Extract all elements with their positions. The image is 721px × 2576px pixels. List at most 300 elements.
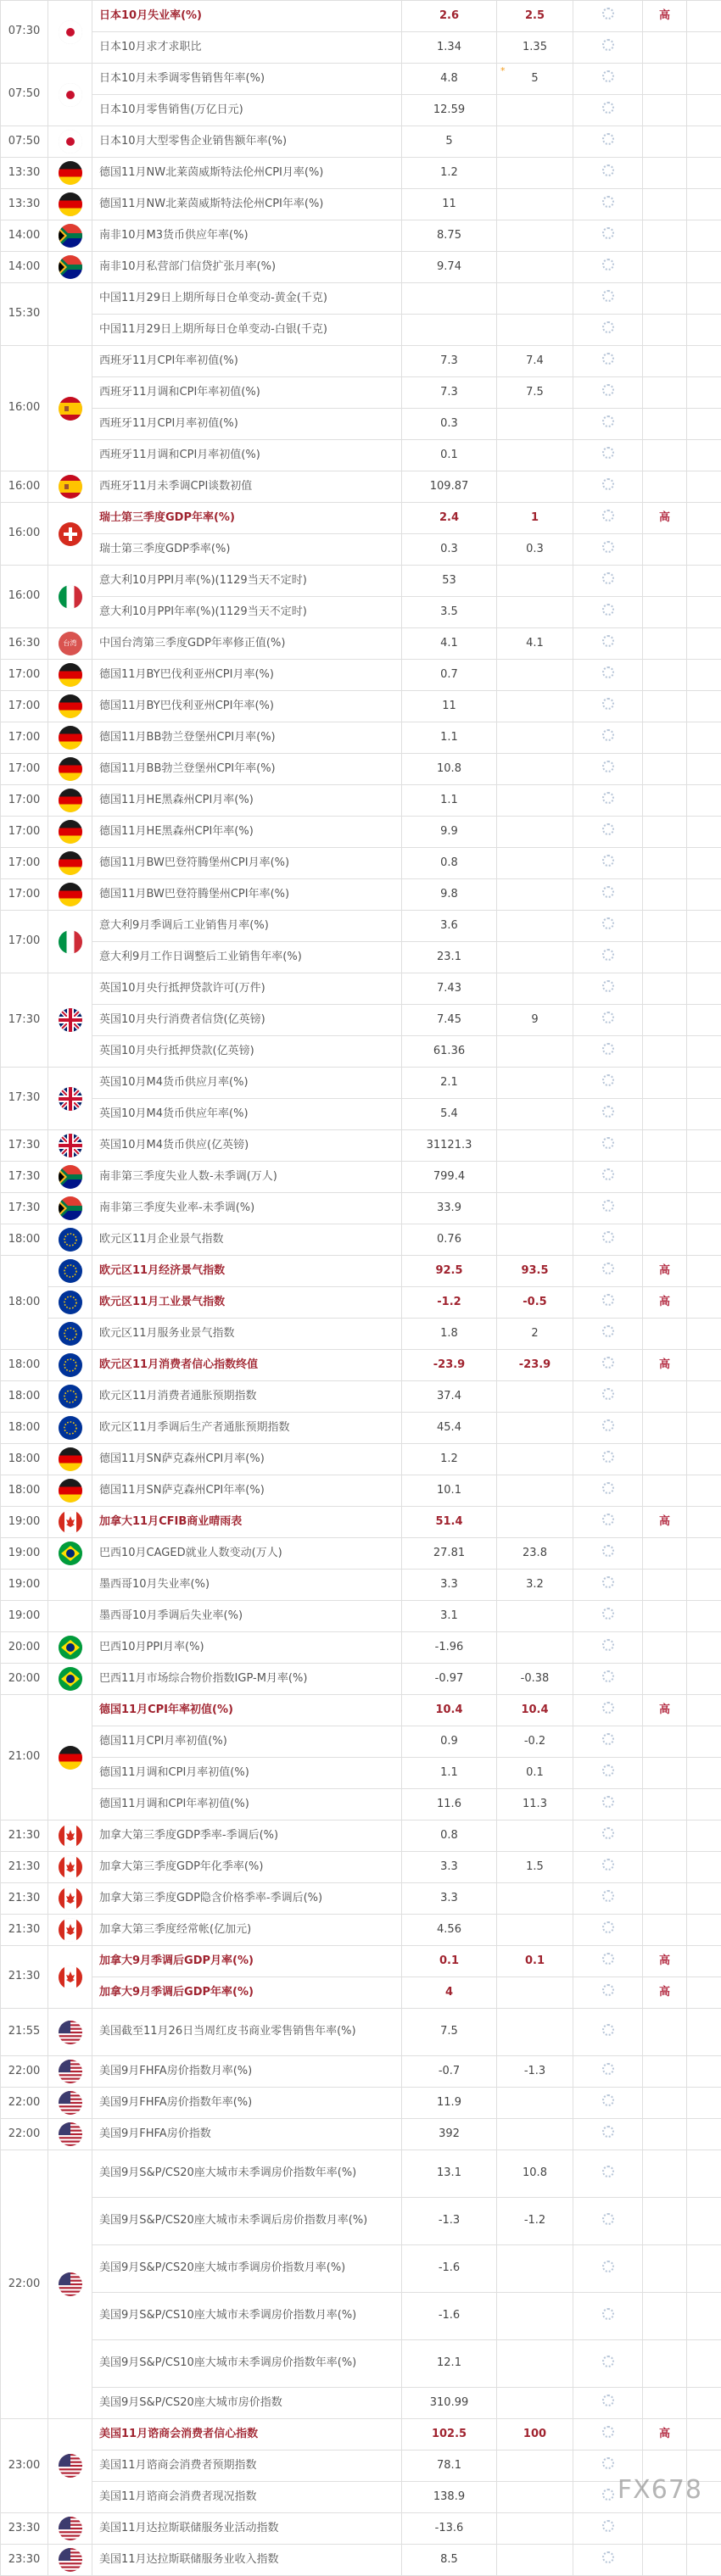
forecast-value xyxy=(497,1068,573,1099)
event-name[interactable]: 南非10月私营部门信贷扩张月率(%) xyxy=(92,252,402,283)
previous-value: 45.4 xyxy=(402,1413,497,1444)
actual-value-cell xyxy=(573,2088,643,2119)
event-name[interactable]: 欧元区11月季调后生产者通胀预期指数 xyxy=(92,1413,402,1444)
event-name[interactable]: 巴西10月CAGED就业人数变动(万人) xyxy=(92,1538,402,1570)
flag-cell xyxy=(48,1601,92,1632)
event-row xyxy=(1,126,721,158)
forecast-value xyxy=(497,1224,573,1256)
loading-icon xyxy=(602,1984,614,1996)
event-name[interactable]: 英国10月央行抵押贷款(亿英镑) xyxy=(92,1036,402,1068)
flag-eu-icon xyxy=(59,1322,82,1346)
importance-badge: 高 xyxy=(643,1977,687,2009)
event-name[interactable]: 德国11月SN萨克森州CPI月率(%) xyxy=(92,1444,402,1475)
event-name[interactable]: 英国10月M4货币供应(亿英镑) xyxy=(92,1130,402,1162)
loading-icon xyxy=(602,2551,614,2563)
extra-cell xyxy=(687,1036,721,1068)
forecast-value xyxy=(497,1475,573,1507)
event-name[interactable]: 西班牙11月CPI月率初值(%) xyxy=(92,409,402,440)
forecast-value xyxy=(497,1319,573,1350)
extra-cell xyxy=(687,503,721,534)
event-name[interactable]: 日本10月零售销售(万亿日元) xyxy=(92,95,402,126)
event-name[interactable]: 瑞士第三季度GDP年率(%) xyxy=(92,503,402,534)
actual-value-cell xyxy=(573,2245,643,2293)
loading-icon xyxy=(602,164,614,176)
event-name[interactable]: 加拿大第三季度经常帐(亿加元) xyxy=(92,1915,402,1946)
actual-value-cell xyxy=(573,1099,643,1130)
event-name[interactable]: 意大利9月工作日调整后工业销售年率(%) xyxy=(92,942,402,973)
actual-value-cell xyxy=(573,252,643,283)
event-time: 17:00 xyxy=(1,879,48,911)
event-name[interactable]: 加拿大第三季度GDP季率-季调后(%) xyxy=(92,1820,402,1852)
loading-icon xyxy=(602,1890,614,1902)
event-name[interactable]: 美国9月S&P/CS20座大城市季调房价指数月率(%) xyxy=(92,2245,402,2293)
country-flag-cell xyxy=(48,1695,92,1820)
country-flag-cell xyxy=(48,1664,92,1695)
flag-us-icon xyxy=(59,2091,82,2115)
importance-badge xyxy=(643,220,687,252)
event-name[interactable]: 美国9月FHFA房价指数 xyxy=(92,2119,402,2150)
event-row xyxy=(1,283,721,315)
event-name[interactable]: 德国11月HE黑森州CPI月率(%) xyxy=(92,785,402,817)
event-row xyxy=(1,252,721,283)
event-name[interactable]: 西班牙11月调和CPI年率初值(%) xyxy=(92,377,402,409)
event-name[interactable]: 德国11月NW北莱茵威斯特法伦州CPI月率(%) xyxy=(92,158,402,189)
event-name[interactable]: 日本10月大型零售企业销售额年率(%) xyxy=(92,126,402,158)
country-flag-cell xyxy=(48,126,92,158)
extra-cell xyxy=(687,126,721,158)
country-flag-cell xyxy=(48,1507,92,1538)
flag-de-icon xyxy=(59,1746,82,1770)
country-flag-cell xyxy=(48,2150,92,2419)
forecast-value xyxy=(497,2545,573,2576)
actual-value-cell xyxy=(573,1820,643,1852)
flag-de-icon xyxy=(59,851,82,875)
extra-cell xyxy=(687,158,721,189)
event-name[interactable]: 日本10月未季调零售销售年率(%) xyxy=(92,64,402,95)
loading-icon xyxy=(602,1419,614,1431)
forecast-value xyxy=(497,2293,573,2340)
actual-value-cell xyxy=(573,220,643,252)
previous-value: 7.43 xyxy=(402,973,497,1005)
country-flag-cell xyxy=(48,1538,92,1570)
event-name[interactable]: 德国11月BW巴登符腾堡州CPI年率(%) xyxy=(92,879,402,911)
previous-value: 109.87 xyxy=(402,471,497,503)
event-name[interactable]: 日本10月求才求职比 xyxy=(92,32,402,64)
flag-br-icon xyxy=(59,1667,82,1691)
importance-badge xyxy=(643,2545,687,2576)
actual-value-cell xyxy=(573,1475,643,1507)
event-name[interactable]: 南非第三季度失业率-未季调(%) xyxy=(92,1193,402,1224)
extra-cell xyxy=(687,2388,721,2419)
event-row xyxy=(1,346,721,377)
country-flag-cell xyxy=(48,189,92,220)
country-flag-cell xyxy=(48,346,92,471)
forecast-value xyxy=(497,220,573,252)
event-name[interactable]: 中国台湾第三季度GDP年率修正值(%) xyxy=(92,628,402,660)
event-row xyxy=(1,1883,721,1915)
loading-icon xyxy=(602,2261,614,2272)
forecast-text: -1.2 xyxy=(524,2214,545,2227)
event-name[interactable]: 美国截至11月26日当周红皮书商业零售销售年率(%) xyxy=(92,2009,402,2056)
country-flag-cell xyxy=(48,754,92,785)
event-time: 16:00 xyxy=(1,566,48,628)
loading-icon xyxy=(602,2213,614,2225)
loading-icon xyxy=(602,2126,614,2138)
event-name[interactable]: 日本10月失业率(%) xyxy=(92,1,402,32)
event-name[interactable]: 欧元区11月企业景气指数 xyxy=(92,1224,402,1256)
country-flag-cell xyxy=(48,2545,92,2576)
event-name[interactable]: 美国9月S&P/CS20座大城市房价指数 xyxy=(92,2388,402,2419)
previous-value: 0.9 xyxy=(402,1726,497,1758)
event-name[interactable]: 中国11月29日上期所每日仓单变动-黄金(千克) xyxy=(92,283,402,315)
event-name[interactable]: 墨西哥10月失业率(%) xyxy=(92,1570,402,1601)
event-name[interactable]: 西班牙11月CPI年率初值(%) xyxy=(92,346,402,377)
importance-badge xyxy=(643,1475,687,1507)
actual-value-cell xyxy=(573,1977,643,2009)
loading-icon xyxy=(602,604,614,616)
forecast-value xyxy=(497,628,573,660)
previous-value: 0.76 xyxy=(402,1224,497,1256)
previous-value: 4.8 xyxy=(402,64,497,95)
extra-cell xyxy=(687,691,721,722)
event-time: 17:30 xyxy=(1,973,48,1068)
forecast-value xyxy=(497,2388,573,2419)
country-flag-cell xyxy=(48,1381,92,1413)
extra-cell xyxy=(687,2150,721,2198)
event-time: 13:30 xyxy=(1,189,48,220)
importance-badge xyxy=(643,911,687,942)
event-name[interactable]: 意大利10月PPI月率(%)(1129当天不定时) xyxy=(92,566,402,597)
importance-badge xyxy=(643,1726,687,1758)
event-row xyxy=(1,1664,721,1695)
previous-value: 0.3 xyxy=(402,534,497,566)
forecast-value xyxy=(497,1632,573,1664)
actual-value-cell xyxy=(573,158,643,189)
event-name[interactable]: 欧元区11月服务业景气指数 xyxy=(92,1319,402,1350)
extra-cell xyxy=(687,1130,721,1162)
actual-value-cell xyxy=(573,660,643,691)
forecast-value xyxy=(497,1256,573,1287)
event-name[interactable]: 德国11月调和CPI月率初值(%) xyxy=(92,1758,402,1789)
event-row xyxy=(1,2340,721,2388)
country-flag-cell xyxy=(48,1193,92,1224)
event-name[interactable]: 巴西11月市场综合物价指数IGP-M月率(%) xyxy=(92,1664,402,1695)
extra-cell xyxy=(687,1570,721,1601)
country-flag-cell xyxy=(48,503,92,566)
flag-eu-icon xyxy=(59,1353,82,1377)
loading-icon xyxy=(602,541,614,553)
flag-eu-icon xyxy=(59,1385,82,1408)
event-name[interactable]: 德国11月CPI月率初值(%) xyxy=(92,1726,402,1758)
loading-icon xyxy=(602,2395,614,2406)
event-name[interactable]: 加拿大第三季度GDP年化季率(%) xyxy=(92,1852,402,1883)
previous-value: 0.1 xyxy=(402,1946,497,1977)
previous-value: 12.59 xyxy=(402,95,497,126)
event-name[interactable]: 巴西10月PPI月率(%) xyxy=(92,1632,402,1664)
importance-badge xyxy=(643,2388,687,2419)
event-name[interactable]: 德国11月CPI年率初值(%) xyxy=(92,1695,402,1726)
actual-value-cell xyxy=(573,126,643,158)
actual-value-cell xyxy=(573,1444,643,1475)
event-name[interactable]: 加拿大第三季度GDP隐含价格季率-季调后(%) xyxy=(92,1883,402,1915)
loading-icon xyxy=(602,1168,614,1180)
loading-icon xyxy=(602,1388,614,1400)
event-name[interactable]: 美国11月谘商会消费者信心指数 xyxy=(92,2419,402,2451)
forecast-value xyxy=(497,691,573,722)
event-name[interactable]: 欧元区11月消费者信心指数终值 xyxy=(92,1350,402,1381)
forecast-value xyxy=(497,1036,573,1068)
actual-value-cell xyxy=(573,1507,643,1538)
forecast-value xyxy=(497,1570,573,1601)
event-name[interactable]: 加拿大11月CFIB商业晴雨表 xyxy=(92,1507,402,1538)
importance-badge xyxy=(643,942,687,973)
event-name[interactable]: 美国9月S&P/CS20座大城市未季调后房价指数月率(%) xyxy=(92,2198,402,2245)
event-row xyxy=(1,1099,721,1130)
event-row xyxy=(1,973,721,1005)
previous-value: 1.8 xyxy=(402,1319,497,1350)
event-row xyxy=(1,377,721,409)
country-flag-cell xyxy=(48,471,92,503)
importance-badge xyxy=(643,1601,687,1632)
event-name[interactable]: 德国11月SN萨克森州CPI年率(%) xyxy=(92,1475,402,1507)
actual-value-cell xyxy=(573,2340,643,2388)
previous-value: 9.74 xyxy=(402,252,497,283)
event-row xyxy=(1,1193,721,1224)
importance-badge xyxy=(643,189,687,220)
event-name[interactable]: 德国11月BB勃兰登堡州CPI年率(%) xyxy=(92,754,402,785)
event-name[interactable]: 德国11月调和CPI年率初值(%) xyxy=(92,1789,402,1820)
event-name[interactable]: 西班牙11月调和CPI月率初值(%) xyxy=(92,440,402,471)
flag-es-icon xyxy=(59,397,82,421)
actual-value-cell xyxy=(573,722,643,754)
event-name[interactable]: 德国11月HE黑森州CPI年率(%) xyxy=(92,817,402,848)
importance-badge xyxy=(643,1319,687,1350)
extra-cell xyxy=(687,1256,721,1287)
previous-value: 4.56 xyxy=(402,1915,497,1946)
event-row xyxy=(1,409,721,440)
loading-icon xyxy=(602,823,614,835)
previous-value xyxy=(402,283,497,315)
actual-value-cell xyxy=(573,597,643,628)
importance-badge xyxy=(643,973,687,1005)
event-row xyxy=(1,158,721,189)
country-flag-cell xyxy=(48,1883,92,1915)
event-row xyxy=(1,503,721,534)
forecast-value xyxy=(497,1664,573,1695)
previous-value: -23.9 xyxy=(402,1350,497,1381)
event-name[interactable]: 南非第三季度失业人数-未季调(万人) xyxy=(92,1162,402,1193)
event-name[interactable]: 美国9月S&P/CS10座大城市未季调房价指数月率(%) xyxy=(92,2293,402,2340)
event-name[interactable]: 美国9月FHFA房价指数年率(%) xyxy=(92,2088,402,2119)
country-flag-cell xyxy=(48,2419,92,2513)
event-time: 16:30 xyxy=(1,628,48,660)
loading-icon xyxy=(602,1514,614,1525)
importance-badge xyxy=(643,2150,687,2198)
event-row xyxy=(1,2451,721,2482)
forecast-value xyxy=(497,1695,573,1726)
forecast-value xyxy=(497,1977,573,2009)
importance-badge: 高 xyxy=(643,503,687,534)
event-name[interactable]: 加拿大9月季调后GDP月率(%) xyxy=(92,1946,402,1977)
event-name[interactable]: 美国11月谘商会消费者现况指数 xyxy=(92,2482,402,2513)
event-row xyxy=(1,1068,721,1099)
actual-value-cell xyxy=(573,1130,643,1162)
event-name[interactable]: 德国11月BB勃兰登堡州CPI月率(%) xyxy=(92,722,402,754)
forecast-value xyxy=(497,32,573,64)
actual-value-cell xyxy=(573,785,643,817)
event-row xyxy=(1,2545,721,2576)
previous-value: 1.1 xyxy=(402,722,497,754)
flag-ca-icon xyxy=(59,1824,82,1848)
event-row xyxy=(1,1130,721,1162)
previous-value: 2.1 xyxy=(402,1068,497,1099)
event-time: 21:55 xyxy=(1,2009,48,2056)
importance-badge: 高 xyxy=(643,1695,687,1726)
event-name[interactable]: 瑞士第三季度GDP季率(%) xyxy=(92,534,402,566)
event-name[interactable]: 欧元区11月经济景气指数 xyxy=(92,1256,402,1287)
forecast-text: 0.1 xyxy=(525,1954,545,1967)
event-time: 17:30 xyxy=(1,1130,48,1162)
event-time: 17:00 xyxy=(1,660,48,691)
previous-value: 11.6 xyxy=(402,1789,497,1820)
flag-ca-icon xyxy=(59,1510,82,1534)
event-name[interactable]: 美国9月S&P/CS10座大城市未季调房价指数年率(%) xyxy=(92,2340,402,2388)
importance-badge xyxy=(643,1664,687,1695)
forecast-value xyxy=(497,1381,573,1413)
previous-value: 3.6 xyxy=(402,911,497,942)
event-name[interactable]: 墨西哥10月季调后失业率(%) xyxy=(92,1601,402,1632)
previous-value: 11 xyxy=(402,691,497,722)
event-name[interactable]: 美国11月达拉斯联储服务业活动指数 xyxy=(92,2513,402,2545)
extra-cell xyxy=(687,534,721,566)
forecast-value xyxy=(497,879,573,911)
event-name[interactable]: 美国11月达拉斯联储服务业收入指数 xyxy=(92,2545,402,2576)
event-name[interactable]: 意大利10月PPI年率(%)(1129当天不定时) xyxy=(92,597,402,628)
loading-icon xyxy=(602,1200,614,1212)
forecast-value xyxy=(497,346,573,377)
event-row xyxy=(1,471,721,503)
event-name[interactable]: 西班牙11月未季调CPI谈数初值 xyxy=(92,471,402,503)
country-flag-cell xyxy=(48,1946,92,2009)
country-flag-cell xyxy=(48,2009,92,2056)
loading-icon xyxy=(602,1670,614,1682)
event-name[interactable]: 英国10月央行消费者信贷(亿英镑) xyxy=(92,1005,402,1036)
importance-badge xyxy=(643,1381,687,1413)
previous-value: 4 xyxy=(402,1977,497,2009)
event-row xyxy=(1,189,721,220)
previous-value: -1.6 xyxy=(402,2245,497,2293)
forecast-text: 7.4 xyxy=(526,354,544,367)
importance-badge xyxy=(643,1789,687,1820)
actual-value-cell xyxy=(573,1036,643,1068)
event-name[interactable]: 南非10月M3货币供应年率(%) xyxy=(92,220,402,252)
calendar-body xyxy=(1,1,721,2576)
event-name[interactable]: 德国11月BW巴登符腾堡州CPI月率(%) xyxy=(92,848,402,879)
event-name[interactable]: 美国11月谘商会消费者预期指数 xyxy=(92,2451,402,2482)
country-flag-cell xyxy=(48,1632,92,1664)
previous-value: 3.3 xyxy=(402,1883,497,1915)
loading-icon xyxy=(602,2356,614,2367)
event-name[interactable]: 德国11月BY巴伐利亚州CPI月率(%) xyxy=(92,660,402,691)
event-time: 19:00 xyxy=(1,1570,48,1601)
event-name[interactable]: 德国11月NW北莱茵威斯特法伦州CPI年率(%) xyxy=(92,189,402,220)
loading-icon xyxy=(602,1294,614,1306)
forecast-text: 10.8 xyxy=(523,2166,547,2179)
importance-badge xyxy=(643,597,687,628)
event-name[interactable]: 加拿大9月季调后GDP年率(%) xyxy=(92,1977,402,2009)
loading-icon xyxy=(602,1921,614,1933)
event-row xyxy=(1,1350,721,1381)
event-row xyxy=(1,722,721,754)
previous-value: 27.81 xyxy=(402,1538,497,1570)
event-time: 07:30 xyxy=(1,1,48,64)
importance-badge xyxy=(643,817,687,848)
forecast-value xyxy=(497,785,573,817)
loading-icon xyxy=(602,572,614,584)
flag-cell xyxy=(48,283,92,346)
flag-it-icon xyxy=(59,585,82,609)
event-name[interactable]: 美国9月FHFA房价指数月率(%) xyxy=(92,2056,402,2088)
forecast-value xyxy=(497,1350,573,1381)
event-row xyxy=(1,1726,721,1758)
event-name[interactable]: 中国11月29日上期所每日仓单变动-白银(千克) xyxy=(92,315,402,346)
flag-us-icon xyxy=(59,2021,82,2044)
forecast-value xyxy=(497,942,573,973)
loading-icon xyxy=(602,1012,614,1023)
event-name[interactable]: 欧元区11月工业景气指数 xyxy=(92,1287,402,1319)
event-row xyxy=(1,1475,721,1507)
event-row xyxy=(1,2419,721,2451)
loading-icon xyxy=(602,666,614,678)
actual-value-cell xyxy=(573,1601,643,1632)
event-name[interactable]: 欧元区11月消费者通胀预期指数 xyxy=(92,1381,402,1413)
event-row xyxy=(1,2293,721,2340)
country-flag-cell xyxy=(48,1820,92,1852)
actual-value-cell xyxy=(573,942,643,973)
loading-icon xyxy=(602,478,614,490)
event-name[interactable]: 英国10月央行抵押贷款许可(万件) xyxy=(92,973,402,1005)
event-time: 17:30 xyxy=(1,1068,48,1130)
importance-badge xyxy=(643,1444,687,1475)
flag-de-icon xyxy=(59,161,82,185)
importance-badge xyxy=(643,346,687,377)
event-name[interactable]: 意大利9月季调后工业销售月率(%) xyxy=(92,911,402,942)
extra-cell xyxy=(687,2088,721,2119)
event-time: 16:00 xyxy=(1,471,48,503)
loading-icon xyxy=(602,1106,614,1118)
forecast-value xyxy=(497,1413,573,1444)
forecast-text: 2.5 xyxy=(525,9,545,22)
forecast-value xyxy=(497,660,573,691)
importance-badge xyxy=(643,315,687,346)
actual-value-cell xyxy=(573,283,643,315)
importance-badge xyxy=(643,283,687,315)
actual-value-cell xyxy=(573,1915,643,1946)
extra-cell xyxy=(687,1726,721,1758)
loading-icon xyxy=(602,290,614,302)
previous-value: 7.3 xyxy=(402,346,497,377)
previous-value xyxy=(402,315,497,346)
forecast-text: 100 xyxy=(523,2428,546,2440)
event-row xyxy=(1,534,721,566)
forecast-text: -0.2 xyxy=(524,1735,545,1748)
event-name[interactable]: 英国10月M4货币供应月率(%) xyxy=(92,1068,402,1099)
event-name[interactable]: 美国9月S&P/CS20座大城市未季调房价指数年率(%) xyxy=(92,2150,402,2198)
country-flag-cell xyxy=(48,1224,92,1256)
event-name[interactable]: 英国10月M4货币供应年率(%) xyxy=(92,1099,402,1130)
event-name[interactable]: 德国11月BY巴伐利亚州CPI年率(%) xyxy=(92,691,402,722)
actual-value-cell xyxy=(573,628,643,660)
